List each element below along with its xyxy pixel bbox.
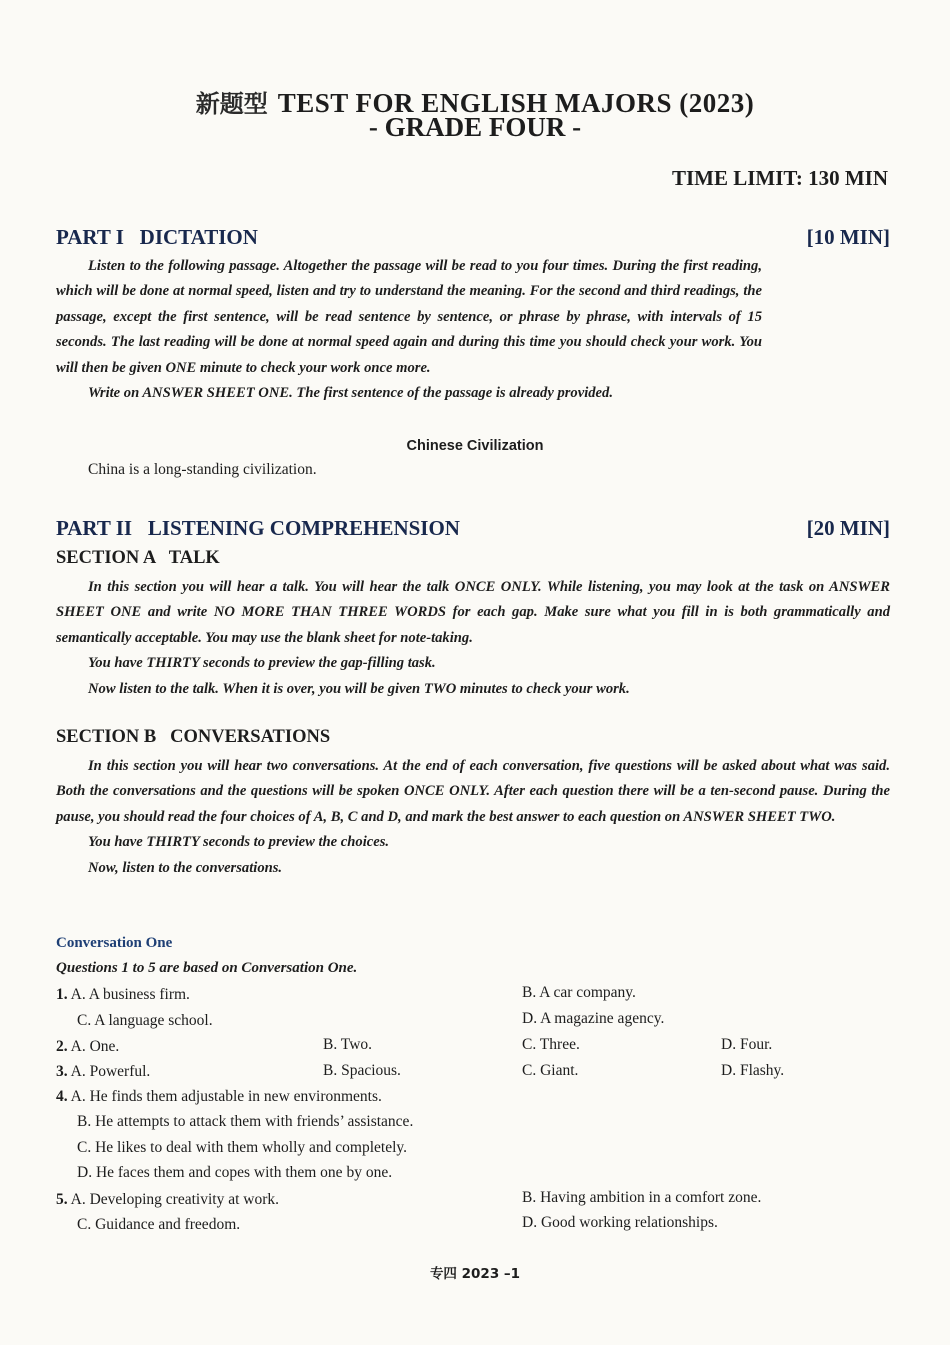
question-4-option-b: B. He attempts to attack them with friends’ assistance. xyxy=(77,1113,414,1130)
passage-title: Chinese Civilization xyxy=(406,438,544,454)
conversation-one-instructions: Questions 1 to 5 are based on Conversation One. xyxy=(56,960,358,976)
question-3-option-d: D. Flashy. xyxy=(721,1062,785,1079)
question-3-option-c: C. Giant. xyxy=(522,1062,579,1079)
question-2-option-d: D. Four. xyxy=(721,1036,773,1053)
question-4-option-a xyxy=(56,1088,382,1106)
section-b-instruction-paragraph: Now, listen to the conversations. xyxy=(88,859,283,876)
option-text: A. A business firm. xyxy=(70,986,190,1003)
first-sentence: China is a long-standing civilization. xyxy=(88,461,317,478)
section-a-instructions xyxy=(56,575,890,702)
section-a-instruction-paragraph: Now listen to the talk. When it is over, you will be given TWO minutes to check your work. xyxy=(88,680,630,697)
option-text: A. Powerful. xyxy=(70,1063,151,1080)
question-1-option-b: B. A car company. xyxy=(522,984,636,1001)
section-a-instruction-paragraph: In this section you will hear a talk. You will hear the talk ONCE ONLY. While listening, you may look at the task on ANSWER SHEET ONE and write NO MORE THAN THREE WORDS for each gap. Make sure what you fill in is both grammatically and semantically acceptable. You may use the blank sheet for note-taking. xyxy=(56,579,890,646)
part1-instruction-paragraph: Listen to the following passage. Altogether the passage will be read to you four times. During the first reading, which will be done at normal speed, listen and try to understand the meaning. For the second and third readings, the passage, except the first sentence, will be read sentence by sentence, or phrase by phrase, with intervals of 15 seconds. The last reading will be done at normal speed again and during this time you should check your work. You will then be given ONE minute to check your work once more. xyxy=(56,258,762,376)
question-5-option-c: C. Guidance and freedom. xyxy=(77,1216,241,1233)
question-2-option-b: B. Two. xyxy=(323,1036,373,1053)
exam-type-tag: 新题型 xyxy=(195,89,268,118)
question-4-option-c: C. He likes to deal with them wholly and completely. xyxy=(77,1139,408,1156)
question-number: 1. xyxy=(56,986,68,1003)
time-limit: TIME LIMIT: 130 MIN xyxy=(671,166,888,190)
option-text: A. He finds them adjustable in new environments. xyxy=(70,1088,382,1105)
question-4-option-d: D. He faces them and copes with them one by one. xyxy=(77,1164,393,1181)
question-3-option-b: B. Spacious. xyxy=(323,1062,401,1079)
conversation-one-title: Conversation One xyxy=(56,935,173,951)
question-1-option-c: C. A language school. xyxy=(77,1012,213,1029)
exam-subtitle: - GRADE FOUR - xyxy=(368,112,582,142)
section-b-instruction-paragraph: In this section you will hear two conversations. At the end of each conversation, five questions will be asked about what was said. Both the conversations and the questions will be spoken ONCE ONLY. After each question there will be a ten-second pause. During the pause, you should read the four choices of A, B, C and D, and mark the best answer to each question on ANSWER SHEET TWO. xyxy=(56,758,890,825)
part2-duration: [20 MIN] xyxy=(806,516,890,540)
question-5-option-d: D. Good working relationships. xyxy=(522,1214,718,1231)
question-5-option-a xyxy=(56,1191,279,1209)
question-1-option-a xyxy=(56,986,190,1004)
part1-instructions xyxy=(56,254,762,406)
question-1-option-d: D. A magazine agency. xyxy=(522,1010,665,1027)
section-a-instruction-paragraph: You have THIRTY seconds to preview the gap-filling task. xyxy=(88,655,436,672)
part2-heading xyxy=(56,516,890,541)
section-a-title: SECTION A TALK xyxy=(56,548,220,568)
part1-title: PART I DICTATION xyxy=(56,225,258,249)
question-2-option-a xyxy=(56,1038,119,1056)
part2-title: PART II LISTENING COMPREHENSION xyxy=(56,516,460,540)
page-footer: 专四 2023 –1 xyxy=(429,1266,521,1282)
section-b-title: SECTION B CONVERSATIONS xyxy=(56,727,331,747)
part1-heading xyxy=(56,225,890,250)
part1-duration: [10 MIN] xyxy=(806,225,890,249)
question-number: 4. xyxy=(56,1088,68,1105)
question-number: 3. xyxy=(56,1063,68,1080)
question-3-option-a xyxy=(56,1063,150,1081)
section-b-instructions xyxy=(56,754,890,881)
section-b-instruction-paragraph: You have THIRTY seconds to preview the choices. xyxy=(88,834,390,851)
part1-instruction-paragraph: Write on ANSWER SHEET ONE. The first sentence of the passage is already provided. xyxy=(88,385,613,402)
option-text: A. One. xyxy=(70,1038,120,1055)
option-text: A. Developing creativity at work. xyxy=(70,1191,279,1208)
question-5-option-b: B. Having ambition in a comfort zone. xyxy=(522,1189,762,1206)
question-number: 5. xyxy=(56,1191,68,1208)
question-number: 2. xyxy=(56,1038,68,1055)
exam-title-text: TEST FOR ENGLISH MAJORS (2023) xyxy=(277,88,755,118)
question-2-option-c: C. Three. xyxy=(522,1036,580,1053)
